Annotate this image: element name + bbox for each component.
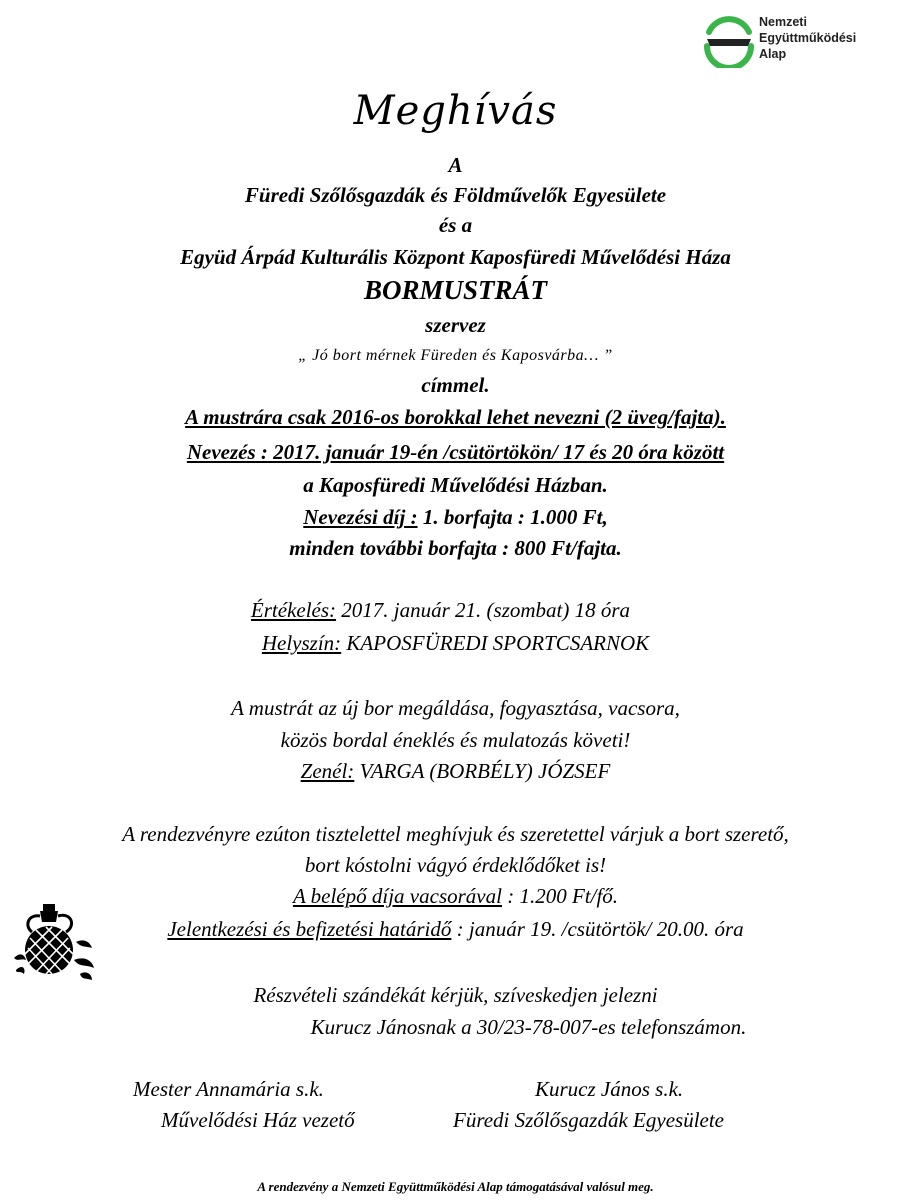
music-line — [0, 759, 911, 784]
signature-right-role: Füredi Szőlősgazdák Egyesülete — [453, 1108, 725, 1132]
fee-other: minden további borfajta : 800 Ft/fajta. — [289, 536, 622, 560]
event-motto: „ Jó bort mérnek Füreden és Kaposvárba… ” — [298, 347, 613, 364]
organizes-text: szervez — [425, 313, 486, 337]
logo-line-3: Alap — [759, 47, 787, 61]
music-label: Zenél: — [300, 759, 355, 783]
venue: KAPOSFÜREDI SPORTCSARNOK — [341, 631, 650, 655]
evaluation-time: 2017. január 21. (szombat) 18 óra — [336, 598, 631, 622]
signature-left-name: Mester Annamária s.k. — [133, 1077, 324, 1101]
venue-line — [0, 631, 911, 656]
and-text: és a — [438, 213, 473, 237]
entry-place: a Kaposfüredi Művelődési Házban. — [303, 473, 608, 497]
nea-logo-icon — [701, 12, 757, 68]
wine-jug-icon — [10, 898, 98, 986]
organizer-2: Együd Árpád Kulturális Központ Kaposfüredi Művelődési Háza — [180, 245, 731, 269]
entry-line — [0, 440, 911, 465]
entry-label: Nevezés : — [186, 440, 268, 464]
ticket-price: : 1.200 Ft/fő. — [501, 884, 619, 908]
titled-text: címmel. — [421, 373, 490, 397]
music: VARGA (BORBÉLY) JÓZSEF — [354, 759, 611, 783]
ticket-line — [0, 884, 911, 909]
nea-logo — [701, 10, 881, 70]
signature-right-name: Kurucz János s.k. — [535, 1077, 684, 1101]
invite-line-2: bort kóstolni vágyó érdeklődőket is! — [304, 853, 607, 877]
fee-label: Nevezési díj : — [303, 505, 418, 529]
organizer-1: Füredi Szőlősgazdák és Földművelők Egyesülete — [244, 183, 667, 207]
evaluation-line — [0, 598, 896, 623]
fee-line — [0, 505, 911, 530]
footer-note: A rendezvény a Nemzeti Együttműködési Alap támogatásával valósul meg. — [257, 1179, 654, 1194]
invite-line-1: A rendezvényre ezúton tisztelettel meghívjuk és szeretettel várjuk a bort szerető, — [122, 822, 789, 846]
logo-line-2: Együttműködési — [759, 31, 857, 45]
evaluation-label: Értékelés: — [250, 598, 337, 622]
line-a: A — [448, 153, 463, 177]
entry-rule: A mustrára csak 2016-os borokkal lehet nevezni (2 üveg/fajta). — [185, 405, 726, 429]
venue-label: Helyszín: — [261, 631, 342, 655]
deadline-label: Jelentkezési és befizetési határidő — [167, 917, 452, 941]
rsvp-line-1: Részvételi szándékát kérjük, szíveskedjen jelezni — [253, 983, 658, 1007]
deadline: : január 19. /csütörtök/ 20.00. óra — [451, 917, 744, 941]
entry-time: 2017. január 19-én /csütörtökön/ 17 és 20 óra között — [267, 440, 725, 464]
logo-line-1: Nemzeti — [759, 15, 807, 29]
fee-first: 1. borfajta : 1.000 Ft, — [417, 505, 608, 529]
signature-left-role: Művelődési Ház vezető — [161, 1108, 355, 1132]
page-title: Meghívás — [353, 88, 558, 134]
event-name: BORMUSTRÁT — [363, 275, 548, 305]
program-line-2: közös bordal éneklés és mulatozás követi! — [280, 728, 631, 752]
deadline-line — [0, 917, 911, 942]
nea-logo-text — [759, 14, 856, 62]
program-line-1: A mustrát az új bor megáldása, fogyasztása, vacsora, — [231, 696, 680, 720]
ticket-label: A belépő díja vacsorával — [292, 884, 502, 908]
rsvp-line-2: Kurucz Jánosnak a 30/23-78-007-es telefonszámon. — [310, 1015, 747, 1039]
